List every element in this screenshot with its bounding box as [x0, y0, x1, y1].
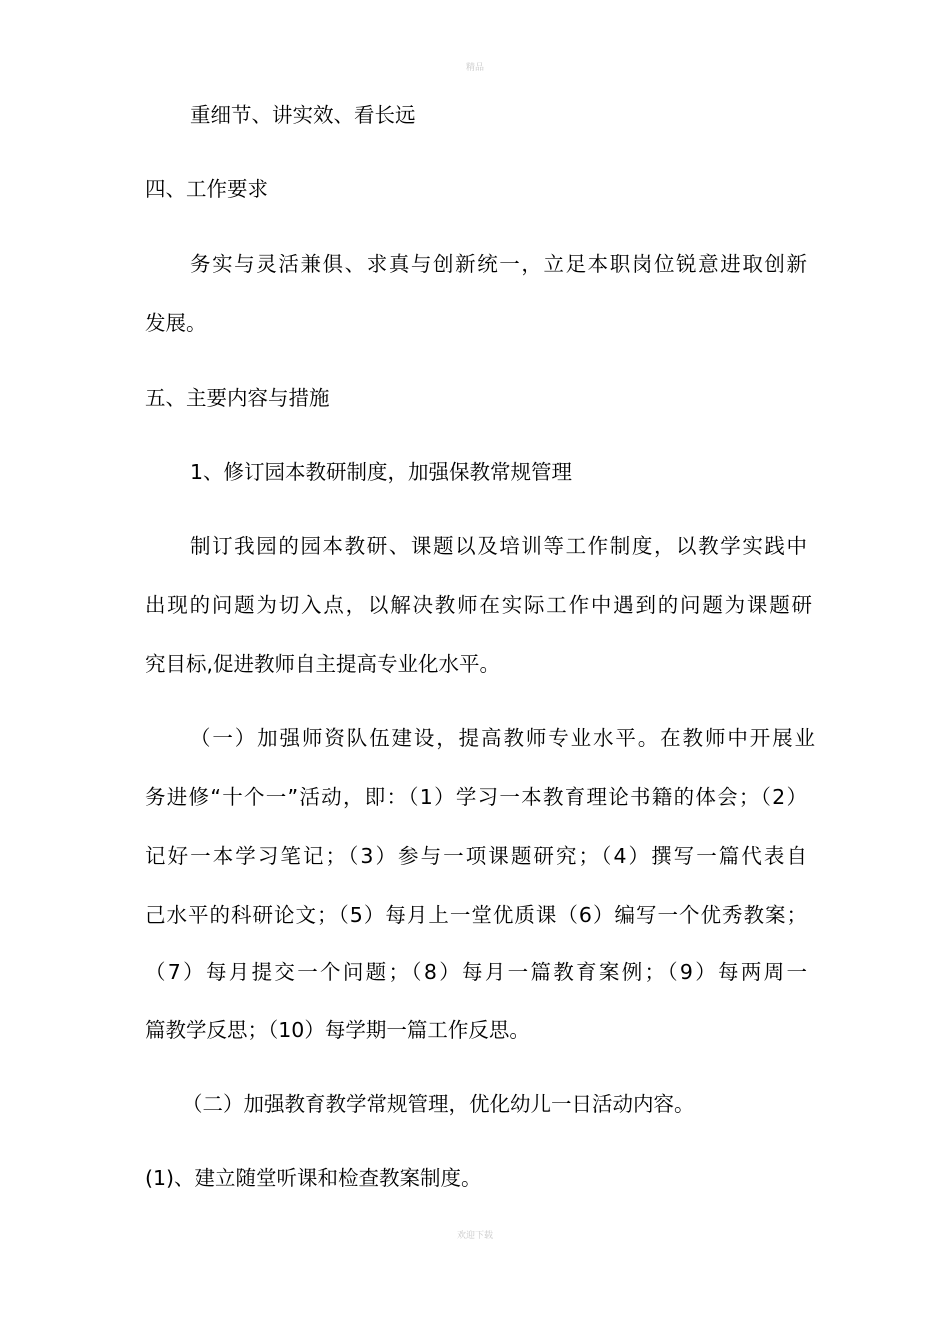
paragraph-line: 务实与灵活兼俱、求真与创新统一，立足本职岗位锐意进取创新 — [190, 252, 807, 276]
subsection-heading: （二）加强教育教学常规管理，优化幼儿一日活动内容。 — [182, 1092, 695, 1116]
paragraph-line: 务进修“十个一”活动，即：（1）学习一本教育理论书籍的体会；（2） — [145, 785, 807, 809]
paragraph-line: 己水平的科研论文；（5）每月上一堂优质课（6）编写一个优秀教案； — [145, 903, 807, 927]
section-heading: 五、主要内容与措施 — [145, 386, 330, 410]
footer-watermark: 欢迎下载 — [456, 1231, 493, 1241]
paragraph-line: 篇教学反思；（10）每学期一篇工作反思。 — [145, 1018, 530, 1042]
paragraph-line: 究目标,促进教师自主提高专业化水平。 — [145, 652, 501, 676]
paragraph-line: 重细节、讲实效、看长远 — [190, 103, 416, 127]
header-watermark: 精品 — [465, 63, 484, 73]
subsection-heading: 1、修订园本教研制度，加强保教常规管理 — [190, 460, 573, 484]
paragraph-line: 制订我园的园本教研、课题以及培训等工作制度，以教学实践中 — [190, 534, 807, 558]
section-heading: 四、工作要求 — [145, 177, 268, 201]
paragraph-line: 发展。 — [145, 311, 207, 335]
paragraph-line: 出现的问题为切入点，以解决教师在实际工作中遇到的问题为课题研 — [145, 593, 812, 617]
paragraph-line: 记好一本学习笔记；（3）参与一项课题研究；（4）撰写一篇代表自 — [145, 844, 807, 868]
paragraph-line: (1)、建立随堂听课和检查教案制度。 — [145, 1166, 482, 1190]
paragraph-line: （7）每月提交一个问题；（8）每月一篇教育案例；（9）每两周一 — [145, 960, 807, 984]
paragraph-line: （一）加强师资队伍建设，提高教师专业水平。在教师中开展业 — [190, 726, 815, 750]
